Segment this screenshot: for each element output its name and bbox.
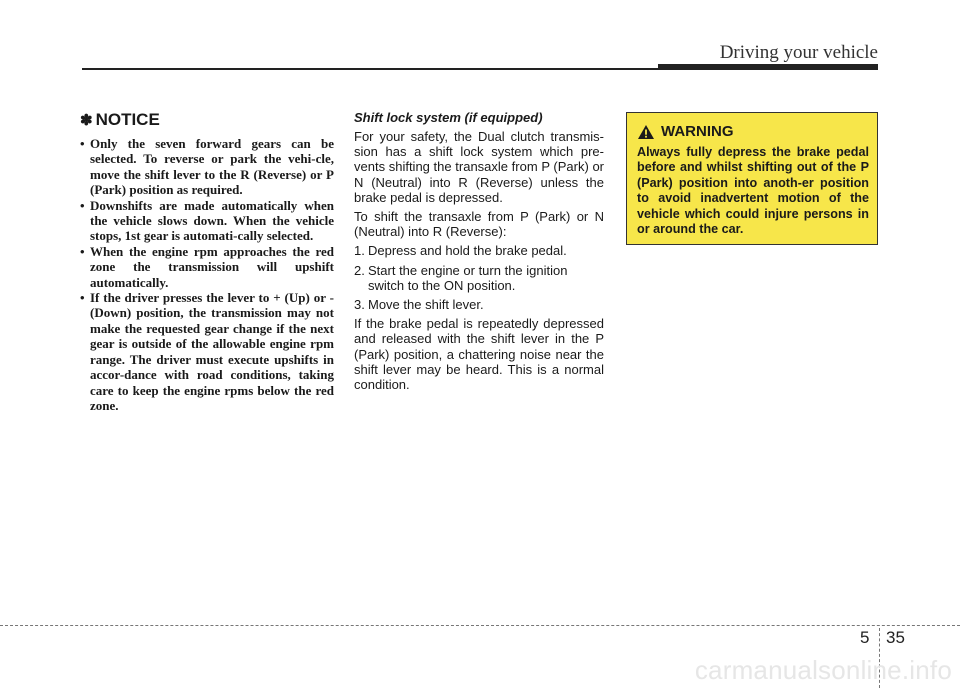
warning-title: WARNING (661, 123, 734, 140)
list-item: 1. Depress and hold the brake pedal. (354, 243, 567, 259)
footer-divider (0, 625, 960, 626)
asterisk-cross-icon: ✽ (80, 112, 93, 129)
chapter-number: 5 (860, 628, 870, 647)
header-divider-accent (658, 64, 878, 70)
list-item: • Downshifts are made automatically when the vehicle slows down. When the vehicle stops, 1st gear is automati-cally selected. (80, 197, 334, 244)
list-item: • If the driver presses the lever to + (Up) or - (Down) position, the transmission may not make the requested gear change if the next gear is outside of the allowable engine rpm range. The driver must execute upshifts in accor-dance with road conditions, taking care to keep the engine rpms below the red zone. (80, 290, 334, 413)
section-heading: Shift lock system (if equipped) (354, 110, 543, 125)
warning-triangle-icon (637, 124, 655, 140)
notice-section (80, 110, 334, 413)
notice-heading (80, 110, 334, 130)
page-number: 35 (886, 628, 905, 647)
warning-text: Always fully depress the brake pedal before and whilst shifting out of the P (Park) position into anoth-er position to avoid inadvertent motion of the vehicle which could injure persons in or around the car. (637, 145, 869, 237)
warning-box (626, 112, 878, 245)
notice-title: NOTICE (95, 110, 160, 129)
shift-lock-section (354, 110, 604, 396)
notice-list (80, 136, 334, 413)
list-item: • Only the seven forward gears can be selected. To reverse or park the vehi-cle, move the shift lever to the R (Reverse) or P (Park) position as required. (80, 136, 334, 198)
list-item: 3. Move the shift lever. (354, 297, 484, 313)
instruction-paragraph: To shift the transaxle from P (Park) or N (Neutral) into R (Reverse): (354, 209, 604, 240)
steps-list (354, 243, 604, 312)
note-paragraph: If the brake pedal is repeatedly depressed and released with the shift lever in the P (Park) position, a chattering noise near the shift lever may be heard. This is a normal condition. (354, 316, 604, 393)
intro-paragraph: For your safety, the Dual clutch transmis-sion has a shift lock system which pre-vents shifting the transaxle from P (Park) or N (Neutral) into R (Reverse) unless the brake pedal is depressed. (354, 129, 604, 205)
section-title: Driving your vehicle (719, 42, 878, 63)
warning-heading (637, 123, 869, 140)
list-item: • When the engine rpm approaches the red zone the transmission will upshift automatically. (80, 243, 334, 290)
watermark: carmanualsonline.info (694, 655, 952, 685)
list-item: 2. Start the engine or turn the ignition switch to the ON position. (354, 262, 568, 293)
